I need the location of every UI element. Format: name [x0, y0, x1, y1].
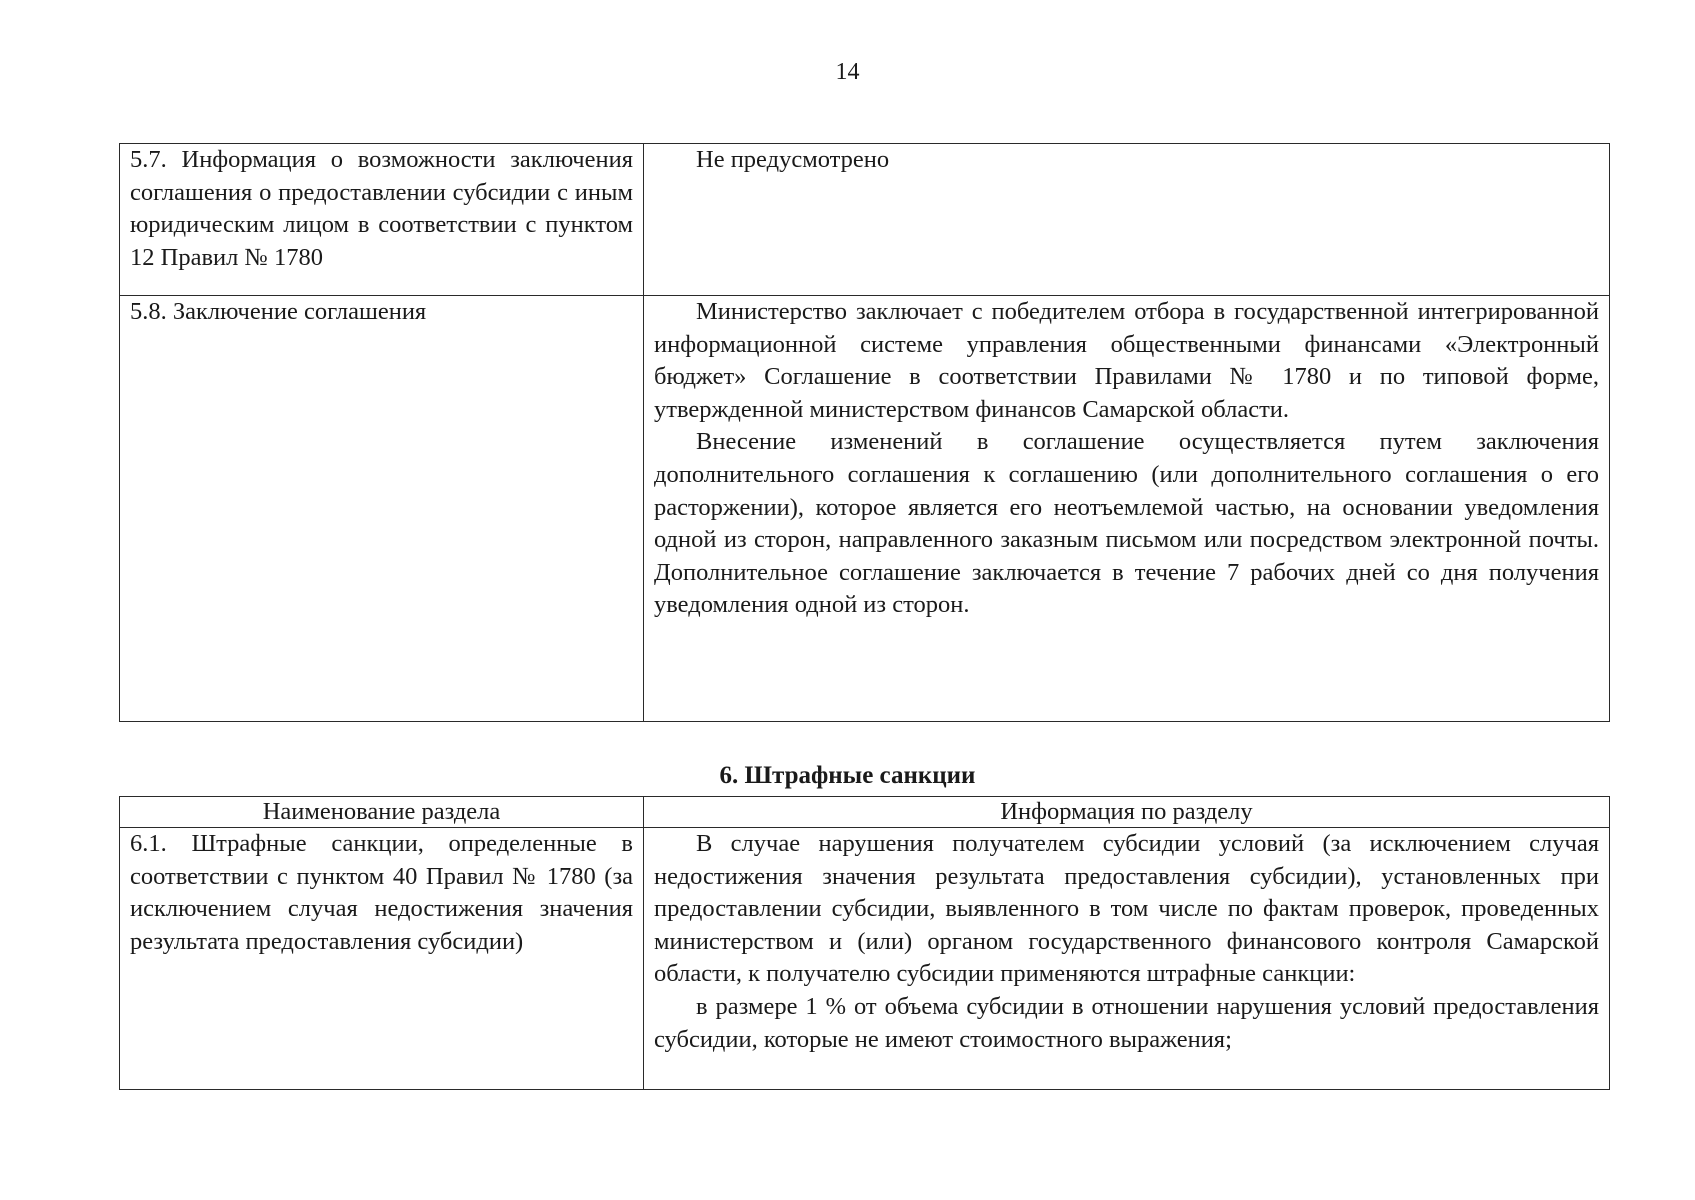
row-6-1-paragraph-2: в размере 1 % от объема субсидии в отношении нарушения условий предоставления субсидии, которые не имеют стоимостного выражения; [654, 992, 1599, 1053]
row-5-8-paragraph-1: Министерство заключает с победителем отбора в государственной интегрированной информационной системе управления общественными финансами «Электронный бюджет» Соглашение в соответствии Правилами № 1780 и по типовой форме, утвержденной министерством финансов Самарской области. [654, 298, 1599, 423]
table-row [120, 828, 1610, 1090]
row-5-8-info-cell [644, 296, 1610, 722]
row-5-7-label: 5.7. Информация о возможности заключения соглашения о предоставлении субсидии с иным юридическим лицом в соответствии с пунктом 12 Правил № 1780 [130, 146, 633, 271]
row-5-7-label-cell [120, 144, 644, 296]
row-6-1-info-cell [644, 828, 1610, 1090]
row-5-8-paragraph-2: Внесение изменений в соглашение осуществляется путем заключения дополнительного соглашения к соглашению (или дополнительного соглашения о его расторжении), которое является его неотъемлемой частью, на основании уведомления одной из сторон, направленного заказным письмом или посредством электронной почты. Дополнительное соглашение заключается в течение 7 рабочих дней со дня получения уведомления одной из сторон. [654, 428, 1599, 619]
page-number: 14 [835, 59, 860, 85]
row-5-7-info: Не предусмотрено [696, 146, 890, 173]
agreement-table [119, 143, 1610, 722]
row-5-8-label: 5.8. Заключение соглашения [130, 298, 427, 325]
row-5-8-label-cell [120, 296, 644, 722]
section-title: 6. Штрафные санкции [719, 762, 976, 789]
table-header-row [120, 797, 1610, 828]
header-section-name: Наименование раздела [120, 797, 644, 828]
penalties-table [119, 796, 1610, 1090]
row-5-7-info-cell [644, 144, 1610, 296]
table-row [120, 296, 1610, 722]
row-6-1-label: 6.1. Штрафные санкции, определенные в соответствии с пунктом 40 Правил № 1780 (за исключением случая недостижения значения результата предоставления субсидии) [130, 830, 633, 955]
row-6-1-paragraph-1: В случае нарушения получателем субсидии условий (за исключением случая недостижения значения результата предоставления субсидии), установленных при предоставлении субсидии, выявленного в том числе по фактам проверок, проведенных министерством и (или) органом государственного финансового контроля Самарской области, к получателю субсидии применяются штрафные санкции: [654, 830, 1599, 988]
row-6-1-label-cell [120, 828, 644, 1090]
table-row [120, 144, 1610, 296]
header-section-info: Информация по разделу [644, 797, 1610, 828]
